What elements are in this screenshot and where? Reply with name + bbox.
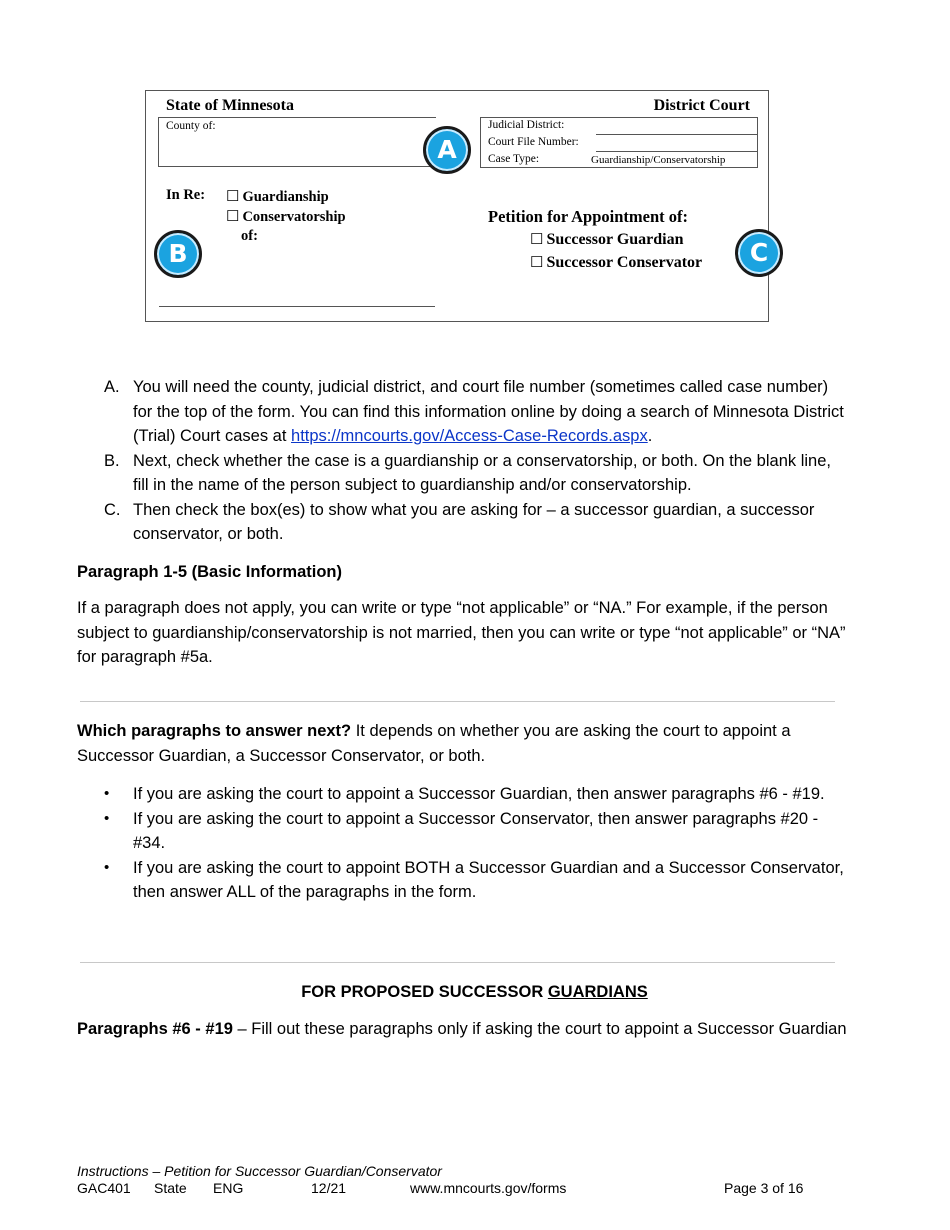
form-court: District Court <box>653 97 750 114</box>
footer-date: 12/21 <box>311 1180 347 1196</box>
basic-info-heading: Paragraph 1-5 (Basic Information) <box>77 563 342 581</box>
court-file-number-row <box>481 135 757 152</box>
case-type-row <box>481 152 757 169</box>
case-type-label: Case Type: <box>488 153 540 165</box>
list-marker: B. <box>104 451 120 470</box>
checkbox-successor-guardian: ☐ Successor Guardian <box>530 231 684 248</box>
checkbox-icon: ☐ <box>226 189 240 205</box>
of-label: of: <box>241 228 258 244</box>
checkbox-guardianship: ☐ Guardianship <box>226 189 329 205</box>
checkbox-icon: ☐ <box>530 232 544 248</box>
checkbox-icon: ☐ <box>226 209 240 225</box>
county-label: County of: <box>166 120 216 132</box>
divider <box>80 962 835 963</box>
name-blank-line <box>159 306 435 307</box>
bullet-icon: • <box>104 858 110 876</box>
successor-guardians-heading: FOR PROPOSED SUCCESSOR GUARDIANS <box>301 983 648 1001</box>
judicial-district-row <box>481 118 757 135</box>
judicial-district-label: Judicial District: <box>488 119 565 131</box>
instruction-a-text: You will need the county, judicial district, and court file number (sometimes called case number) for the top of the form. You can find this information online by doing a search of Minnesota District (Trial) Court cases at <box>133 378 844 445</box>
list-item: • If you are asking the court to appoint BOTH a Successor Guardian and a Successor Conservator, then answer ALL of the paragraphs in the form. <box>104 856 844 905</box>
footer-form-code: GAC401 <box>77 1180 131 1196</box>
list-marker: C. <box>104 500 121 519</box>
petition-title: Petition for Appointment of: <box>488 207 688 226</box>
footer-language: ENG <box>213 1180 244 1196</box>
checkbox-conservatorship: ☐ Conservatorship <box>226 209 346 225</box>
bullet-icon: • <box>104 809 110 827</box>
in-re-label: In Re: <box>166 187 206 203</box>
list-item <box>104 498 844 547</box>
list-item <box>104 449 844 498</box>
caption-instructions-list <box>104 375 844 547</box>
divider <box>80 701 835 702</box>
form-state: State of Minnesota <box>166 97 294 114</box>
case-type-value: Guardianship/Conservatorship <box>591 154 726 166</box>
case-info-box <box>480 117 758 168</box>
badge-a-icon: A <box>423 126 471 174</box>
footer-url: www.mncourts.gov/forms <box>410 1180 567 1196</box>
court-file-number-label: Court File Number: <box>488 136 579 148</box>
footer-page-number: Page 3 of 16 <box>724 1180 804 1196</box>
list-item: A. You will need the county, judicial district, and court file number (sometimes called case number) for the top of the form. You can find this information online by doing a search of Minnesota District (Trial) Court cases at https://mncourts.gov/Access-Case-Records.aspx. <box>104 375 844 449</box>
case-records-link[interactable]: https://mncourts.gov/Access-Case-Records.aspx <box>291 427 648 445</box>
county-field <box>158 117 436 167</box>
checkbox-icon: ☐ <box>530 255 544 271</box>
which-paragraphs-text: Which paragraphs to answer next? It depends on whether you are asking the court to appoint a Successor Guardian, a Successor Conservator, or both. <box>77 722 791 765</box>
checkbox-successor-conservator: ☐ Successor Conservator <box>530 254 703 271</box>
guardians-paragraph-lead: Paragraphs #6 - #19 <box>77 1020 233 1038</box>
footer-state: State <box>154 1180 187 1196</box>
list-item: • If you are asking the court to appoint a Successor Conservator, then answer paragraphs #20 - #34. <box>104 807 844 856</box>
badge-c-icon: C <box>735 229 783 277</box>
basic-info-paragraph: If a paragraph does not apply, you can write or type “not applicable” or “NA.” For example, if the person subject to guardianship/conservatorship is not married, then you can write or type “not applicable” or “NA” for paragraph #5a. <box>77 599 846 666</box>
badge-b-icon: B <box>154 230 202 278</box>
which-paragraphs-list <box>104 782 844 905</box>
guardians-paragraph: Paragraphs #6 - #19 – Fill out these paragraphs only if asking the court to appoint a Successor Guardian <box>77 1020 847 1038</box>
footer-title: Instructions – Petition for Successor Guardian/Conservator <box>77 1163 442 1179</box>
which-paragraphs-lead: Which paragraphs to answer next? <box>77 722 352 740</box>
bullet-icon: • <box>104 785 110 802</box>
form-caption-image <box>145 90 769 322</box>
list-item: • If you are asking the court to appoint a Successor Guardian, then answer paragraphs #6 - #19. <box>104 782 844 807</box>
instruction-b-text: Next, check whether the case is a guardianship or a conservatorship, or both. On the blank line, fill in the name of the person subject to guardianship and/or conservatorship. <box>133 451 831 494</box>
list-marker: A. <box>104 378 120 396</box>
instruction-c-text: Then check the box(es) to show what you are asking for – a successor guardian, a successor conservator, or both. <box>133 500 815 543</box>
